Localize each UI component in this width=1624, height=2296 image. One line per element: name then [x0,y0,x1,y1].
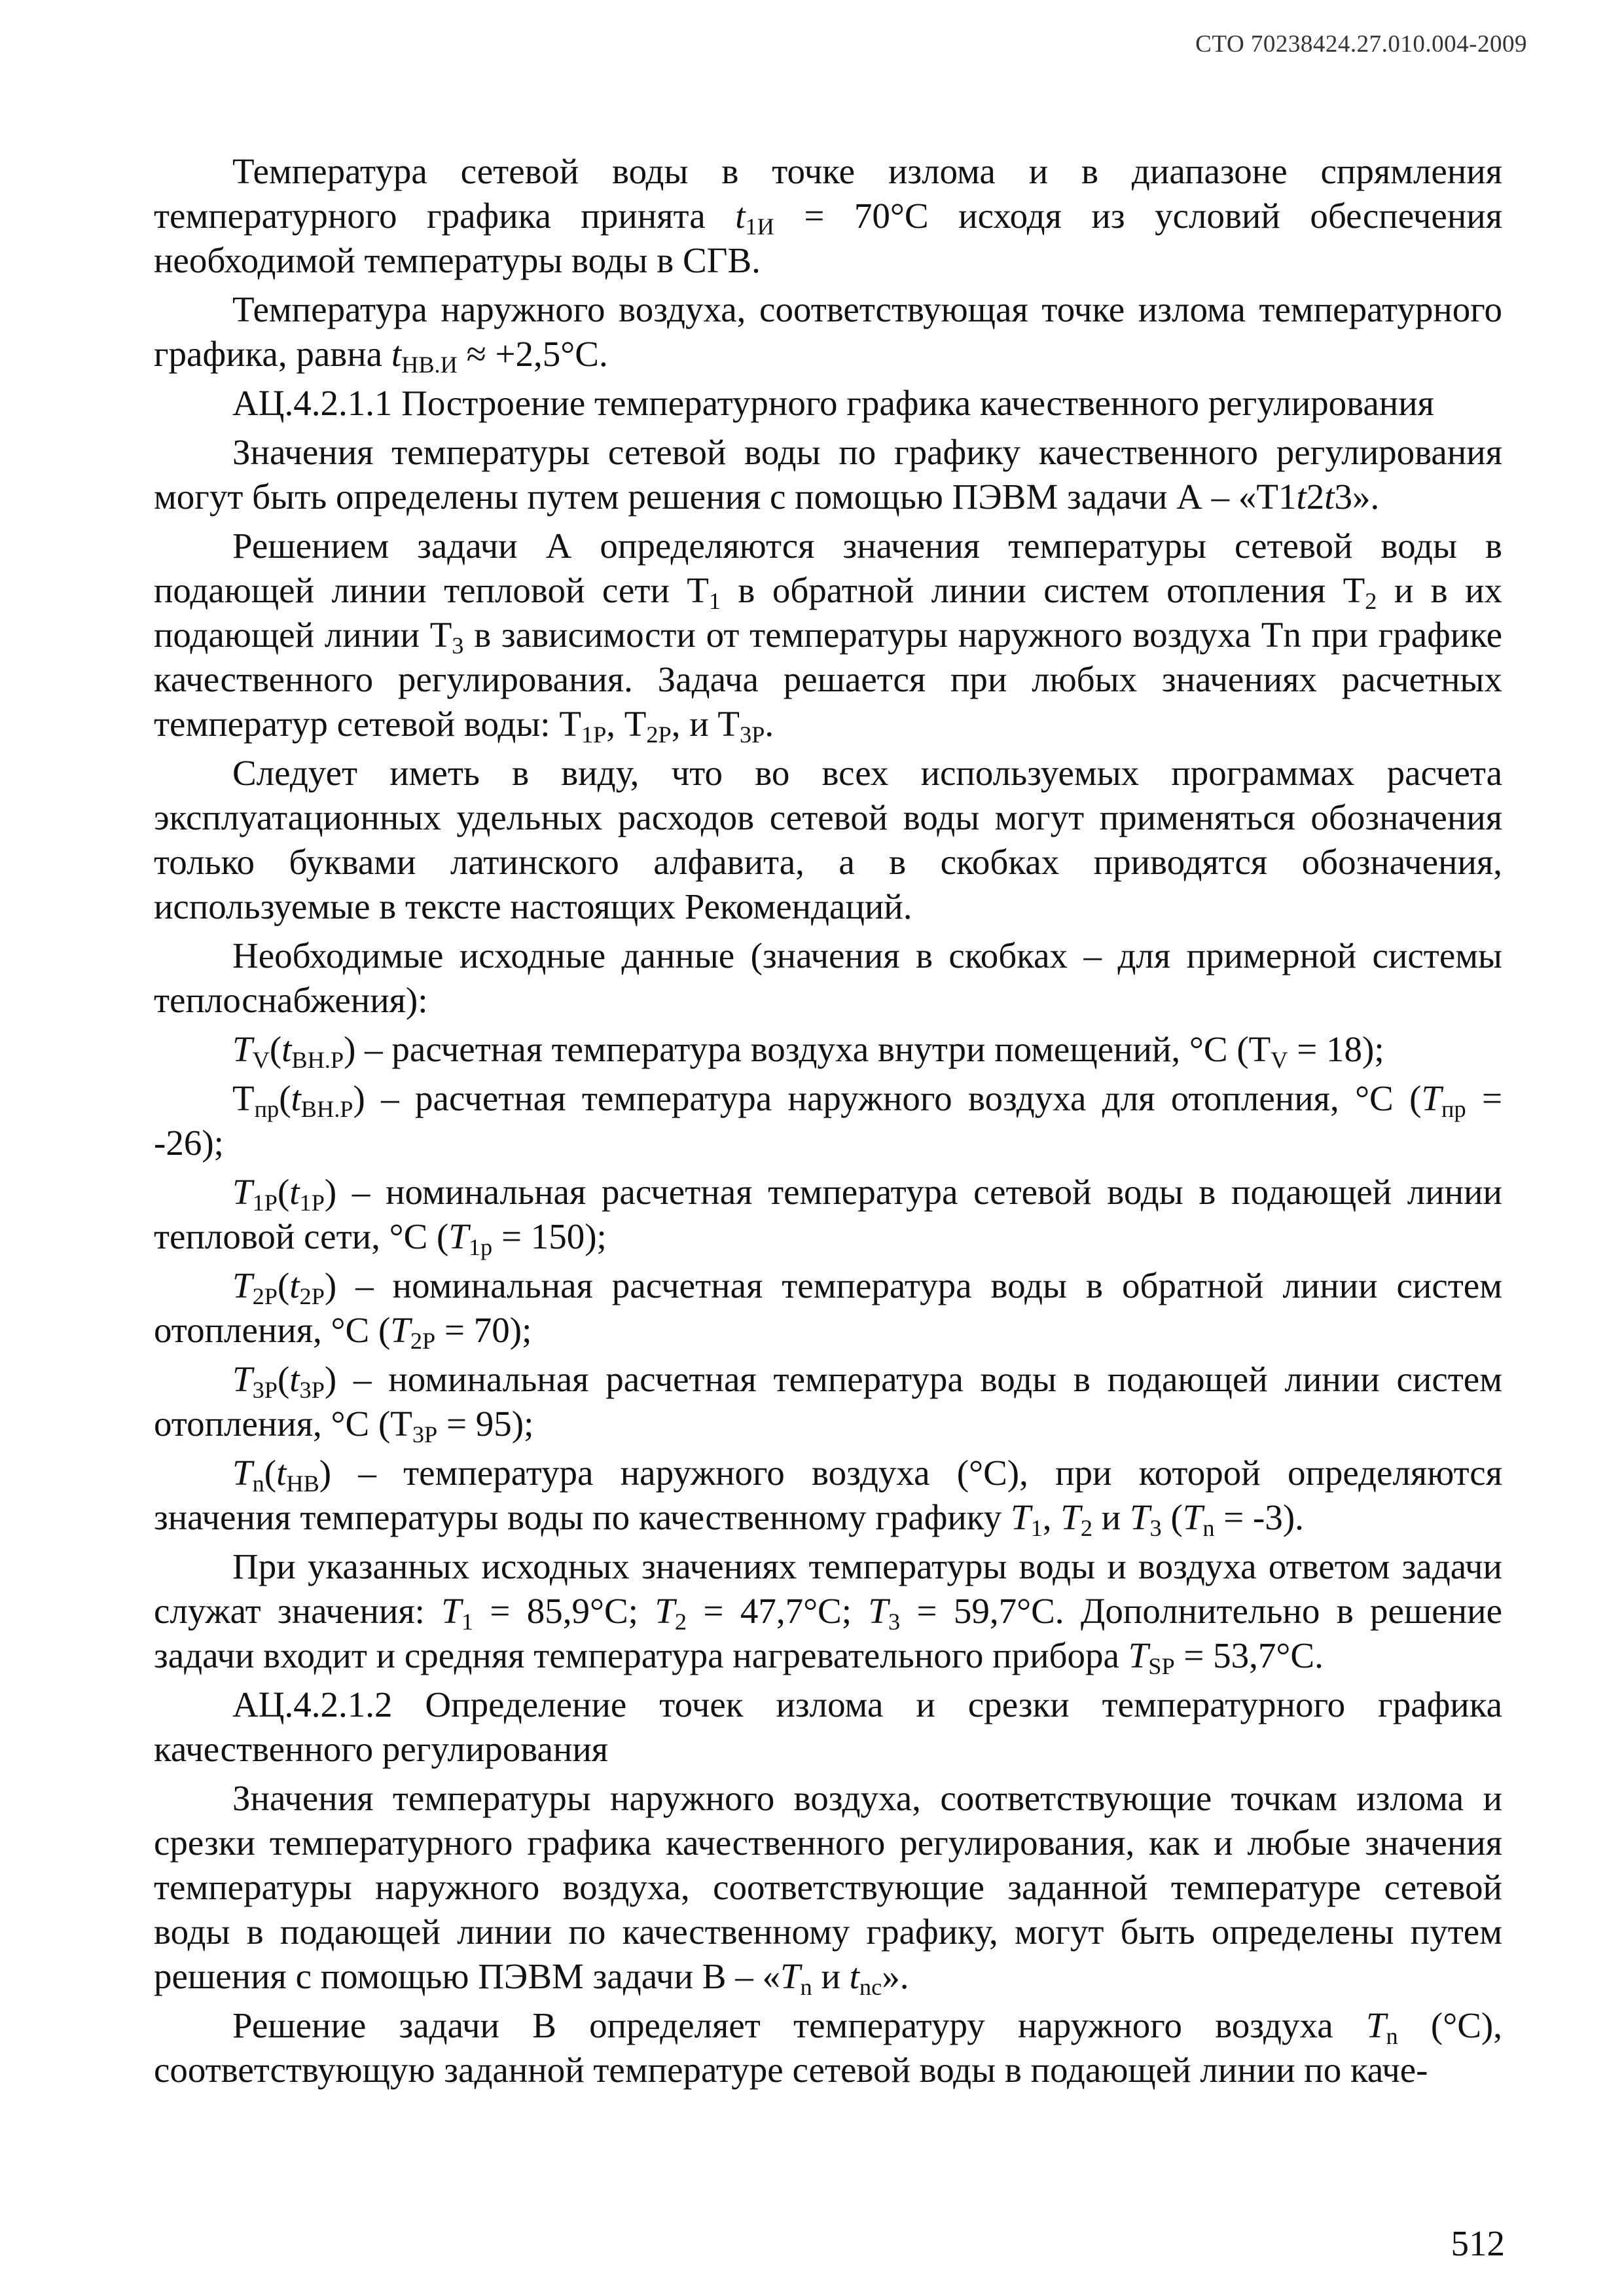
page-number: 512 [1451,2223,1505,2263]
paragraph-task-b-intro: Значения температуры наружного воздуха, соответствующие точкам излома и срезки температурного графика качественного регулирования, как и любые значения температуры наружного воздуха, соответствующие заданной температуре сетевой воды в подающей линии по качественному графику, могут быть определены путем решения с помощью ПЭВМ задачи В – «$Т_n$ и $t_{nc}$». [154,1778,1502,2001]
paragraph-task-a-results: При указанных исходных значениях температуры воды и воздуха ответом задачи служат значения: $Т_1 = 85,9^\circ С$; $Т_2 = 47,7^\circ С$; $Т_3 = 59,7^\circ С$. Дополнительно в решение задачи входит и средняя температура нагревательного прибора $Т_{SP} = 53,7^\circ С$. [154,1546,1503,1680]
document-code-header: СТО 70238424.27.010.004-2009 [1195,31,1527,58]
input-item-heating-supply-temperature: $Т_{3Р}(t_{3Р})$ – номинальная расчетная температура воды в подающей линии систем отопления, °С $(Т_{3Р} = 95)$; [154,1359,1502,1448]
paragraph-latin-notation-note: Следует иметь в виду, что во всех используемых программах расчета эксплуатационных удельных расходов сетевой воды могут применяться обозначения только буквами латинского алфавита, а в скобках приводятся обозначения, используемые в тексте настоящих Рекомендаций. [154,753,1502,926]
input-item-supply-network-temperature: $Т_{1Р}(t_{1Р})$ – номинальная расчетная температура сетевой воды в подающей линии тепловой сети, °С $(Т_{1р} = 150)$; [154,1172,1502,1261]
input-item-design-outdoor-temperature: $Т_{пр}(t_{ВН.Р})$ – расчетная температура наружного воздуха для отопления, °С $(Т_{пр} = -26)$; [154,1078,1502,1163]
paragraph-inflection-temperature: Температура сетевой воды в точке излома и в диапазоне спрямления температурного графика принята $t_{1И} = 70^\circ С$ исходя из условий обеспечения необходимой температуры воды в СГВ. [154,151,1502,280]
paragraph-input-data-intro: Необходимые исходные данные (значения в скобках – для примерной системы теплоснабжения): [154,936,1502,1020]
section-heading-4-2-1-2: АЦ.4.2.1.2 Определение точек излома и срезки температурного графика качественного регулирования [154,1685,1502,1769]
body-text [154,149,1502,2097]
input-item-outdoor-temperature: $Т_n(t_{НВ})$ – температура наружного воздуха (°С), при которой определяются значения температуры воды по качественному графику $Т_1$, $Т_2$ и $Т_3$ $(Т_n = -3)$. [154,1453,1502,1542]
input-item-indoor-temperature: $T_V(t_{ВН.Р})$ – расчетная температура воздуха внутри помещений, °С $(Т_V = 18)$; [232,1029,1384,1074]
paragraph-task-a-intro: Значения температуры сетевой воды по графику качественного регулирования могут быть определены путем решения с помощью ПЭВМ задачи А – «Т1t2t3». [154,432,1502,517]
paragraph-task-a-solution: Решением задачи А определяются значения температуры сетевой воды в подающей линии тепловой сети $Т_1$ в обратной линии систем отопления $Т_2$ и в их подающей линии $Т_3$ в зависимости от температуры наружного воздуха Тn при графике качественного регулирования. Задача решается при любых значениях расчетных температур сетевой воды: $Т_{1Р}$, $Т_{2Р}$, и $Т_{3Р}$. [154,526,1503,748]
section-heading-4-2-1-1: АЦ.4.2.1.1 Построение температурного графика качественного регулирования [232,383,1434,423]
paragraph-task-b-solution: Решение задачи В определяет температуру наружного воздуха $Т_n$ (°С), соответствующую заданной температуре сетевой воды в подающей линии по каче- [154,2005,1502,2090]
paragraph-outdoor-air-temperature: Температура наружного воздуха, соответствующая точке излома температурного графика, равна $t_{НВ.И} \approx +2,5^\circ С$. [154,289,1502,378]
input-item-return-temperature: $Т_{2Р}(t_{2Р})$ – номинальная расчетная температура воды в обратной линии систем отопления, °С $(Т_{2Р} = 70)$; [154,1266,1502,1355]
